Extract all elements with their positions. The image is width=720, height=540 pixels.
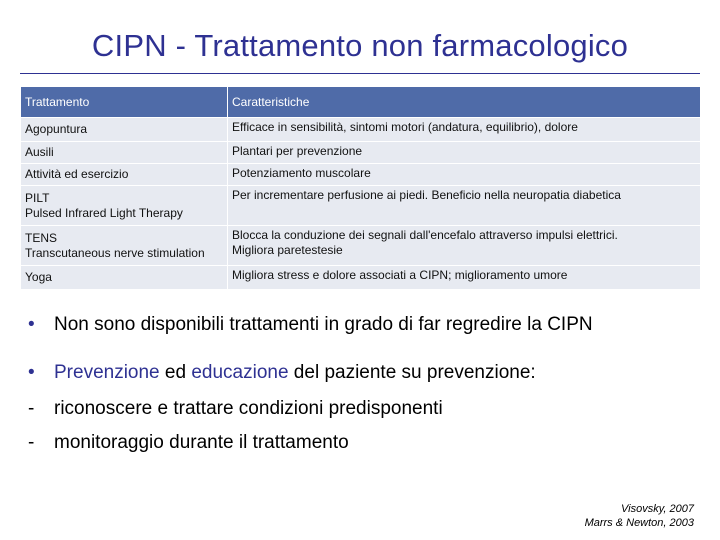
treatment-subtitle: Pulsed Infrared Light Therapy: [25, 205, 183, 220]
dash-marker: -: [28, 432, 35, 453]
highlight-prevenzione: Prevenzione: [54, 362, 160, 383]
treatment-cell: [21, 142, 228, 164]
dash-item: [28, 398, 443, 420]
bullet-marker: •: [28, 314, 35, 335]
treatment-name: TENS: [25, 230, 58, 245]
features-text: Migliora paretestesie: [232, 243, 343, 257]
treatment-cell: [21, 266, 228, 290]
bullet-item: [28, 314, 593, 336]
reference-item: Visovsky, 2007: [621, 503, 694, 515]
features-cell: [228, 164, 701, 186]
treatment-name: Yoga: [25, 270, 52, 284]
reference-item: Marrs & Newton, 2003: [584, 517, 694, 529]
treatment-name: Attività ed esercizio: [25, 167, 129, 181]
features-cell: [228, 118, 701, 142]
treatment-table: [20, 86, 701, 290]
features-cell: [228, 266, 701, 290]
header-features: Caratteristiche: [228, 87, 701, 118]
features-cell: [228, 142, 701, 164]
bullet-item: [28, 362, 536, 384]
treatment-cell: [21, 164, 228, 186]
features-cell: [228, 226, 701, 266]
treatment-subtitle: Transcutaneous nerve stimulation: [25, 245, 205, 260]
bullet-text: del paziente su prevenzione:: [288, 362, 536, 383]
bullet-text: ed: [159, 362, 192, 383]
table-row: [21, 266, 701, 290]
references: [585, 502, 694, 530]
treatment-cell: [21, 186, 228, 226]
treatment-name: Ausili: [25, 145, 54, 159]
bullet-text: Non sono disponibili trattamenti in grado di far regredire la CIPN: [54, 314, 593, 335]
features-cell: [228, 186, 701, 226]
treatment-cell: [21, 118, 228, 142]
dash-text: riconoscere e trattare condizioni predisponenti: [54, 398, 443, 419]
table-header-row: [21, 87, 701, 118]
dash-marker: -: [28, 398, 35, 419]
dash-text: monitoraggio durante il trattamento: [54, 432, 349, 453]
features-text: Potenziamento muscolare: [232, 166, 371, 180]
table-row: [21, 226, 701, 266]
features-text: Per incrementare perfusione ai piedi. Beneficio nella neuropatia diabetica: [232, 188, 621, 202]
treatment-cell: [21, 226, 228, 266]
highlight-educazione: educazione: [191, 362, 289, 383]
bullet-marker: •: [28, 362, 35, 383]
features-text: Plantari per prevenzione: [232, 144, 363, 158]
features-text: Migliora stress e dolore associati a CIPN; miglioramento umore: [232, 268, 568, 282]
treatment-name: PILT: [25, 190, 50, 205]
features-text: Efficace in sensibilità, sintomi motori (andatura, equilibrio), dolore: [232, 120, 578, 134]
slide-title: CIPN - Trattamento non farmacologico: [91, 28, 629, 63]
table-row: [21, 142, 701, 164]
treatment-name: Agopuntura: [25, 122, 88, 136]
table-row: [21, 186, 701, 226]
table-row: [21, 118, 701, 142]
features-text: Blocca la conduzione dei segnali dall'encefalo attraverso impulsi elettrici.: [232, 228, 618, 242]
dash-item: [28, 432, 349, 454]
table-row: [21, 164, 701, 186]
header-treatment: Trattamento: [21, 87, 228, 118]
title-underline: [20, 73, 700, 74]
